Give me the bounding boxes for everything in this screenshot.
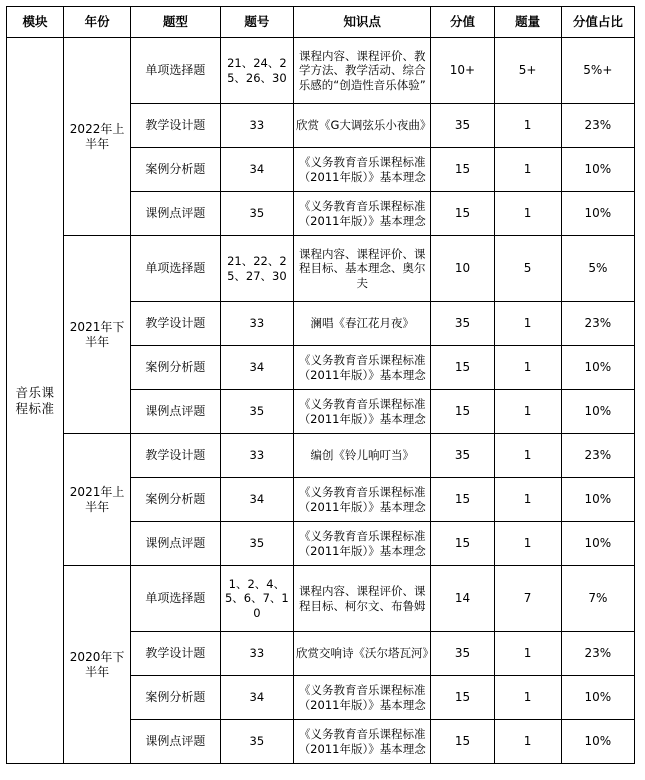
question-count-cell: 1 bbox=[494, 478, 561, 522]
question-count-cell: 1 bbox=[494, 676, 561, 720]
score-percent-cell: 10% bbox=[561, 720, 634, 764]
question-count-cell: 7 bbox=[494, 566, 561, 632]
score-cell: 10 bbox=[431, 236, 494, 302]
question-type-cell: 单项选择题 bbox=[131, 566, 221, 632]
year-cell: 2020年下半年 bbox=[63, 566, 130, 764]
score-percent-cell: 10% bbox=[561, 148, 634, 192]
column-header-7: 分值占比 bbox=[561, 7, 634, 38]
question-count-cell: 1 bbox=[494, 720, 561, 764]
score-cell: 15 bbox=[431, 676, 494, 720]
exam-outline-table bbox=[6, 6, 635, 764]
question-count-cell: 1 bbox=[494, 390, 561, 434]
question-count-cell: 1 bbox=[494, 632, 561, 676]
score-cell: 10+ bbox=[431, 38, 494, 104]
knowledge-point-cell: 澜唱《春江花月夜》 bbox=[294, 302, 431, 346]
question-type-cell: 教学设计题 bbox=[131, 632, 221, 676]
score-cell: 15 bbox=[431, 522, 494, 566]
question-type-cell: 案例分析题 bbox=[131, 676, 221, 720]
knowledge-point-cell: 欣赏《G大调弦乐小夜曲》 bbox=[294, 104, 431, 148]
question-type-cell: 案例分析题 bbox=[131, 346, 221, 390]
question-number-cell: 35 bbox=[220, 720, 293, 764]
score-percent-cell: 10% bbox=[561, 522, 634, 566]
score-cell: 15 bbox=[431, 478, 494, 522]
score-cell: 14 bbox=[431, 566, 494, 632]
score-cell: 35 bbox=[431, 434, 494, 478]
knowledge-point-cell: 《义务教育音乐课程标准（2011年版）》基本理念 bbox=[294, 522, 431, 566]
question-type-cell: 课例点评题 bbox=[131, 720, 221, 764]
question-number-cell: 34 bbox=[220, 148, 293, 192]
table-row bbox=[7, 236, 635, 302]
question-count-cell: 1 bbox=[494, 302, 561, 346]
table-row bbox=[7, 38, 635, 104]
knowledge-point-cell: 《义务教育音乐课程标准（2011年版）》基本理念 bbox=[294, 148, 431, 192]
question-number-cell: 21、22、25、27、30 bbox=[220, 236, 293, 302]
score-cell: 35 bbox=[431, 104, 494, 148]
question-number-cell: 33 bbox=[220, 632, 293, 676]
score-cell: 15 bbox=[431, 148, 494, 192]
question-number-cell: 35 bbox=[220, 192, 293, 236]
question-count-cell: 5+ bbox=[494, 38, 561, 104]
question-type-cell: 案例分析题 bbox=[131, 148, 221, 192]
score-percent-cell: 23% bbox=[561, 632, 634, 676]
knowledge-point-cell: 《义务教育音乐课程标准（2011年版）》基本理念 bbox=[294, 346, 431, 390]
knowledge-point-cell: 《义务教育音乐课程标准（2011年版）》基本理念 bbox=[294, 676, 431, 720]
question-number-cell: 34 bbox=[220, 346, 293, 390]
column-header-1: 年份 bbox=[63, 7, 130, 38]
year-cell: 2021年上半年 bbox=[63, 434, 130, 566]
knowledge-point-cell: 《义务教育音乐课程标准（2011年版）》基本理念 bbox=[294, 720, 431, 764]
score-percent-cell: 23% bbox=[561, 302, 634, 346]
knowledge-point-cell: 欣赏交响诗《沃尔塔瓦河》 bbox=[294, 632, 431, 676]
question-number-cell: 34 bbox=[220, 478, 293, 522]
question-count-cell: 1 bbox=[494, 434, 561, 478]
table-header bbox=[7, 7, 635, 38]
score-percent-cell: 10% bbox=[561, 346, 634, 390]
column-header-4: 知识点 bbox=[294, 7, 431, 38]
question-count-cell: 1 bbox=[494, 104, 561, 148]
question-type-cell: 单项选择题 bbox=[131, 236, 221, 302]
score-percent-cell: 7% bbox=[561, 566, 634, 632]
score-percent-cell: 10% bbox=[561, 478, 634, 522]
table-row bbox=[7, 434, 635, 478]
year-cell: 2021年下半年 bbox=[63, 236, 130, 434]
score-cell: 35 bbox=[431, 302, 494, 346]
question-count-cell: 1 bbox=[494, 192, 561, 236]
question-number-cell: 33 bbox=[220, 302, 293, 346]
question-count-cell: 1 bbox=[494, 148, 561, 192]
column-header-2: 题型 bbox=[131, 7, 221, 38]
score-cell: 15 bbox=[431, 390, 494, 434]
question-number-cell: 21、24、25、26、30 bbox=[220, 38, 293, 104]
question-type-cell: 案例分析题 bbox=[131, 478, 221, 522]
knowledge-point-cell: 课程内容、课程评价、课程目标、柯尔文、布鲁姆 bbox=[294, 566, 431, 632]
module-cell: 音乐课程标准 bbox=[7, 38, 64, 764]
table-body bbox=[7, 38, 635, 764]
question-type-cell: 单项选择题 bbox=[131, 38, 221, 104]
question-type-cell: 课例点评题 bbox=[131, 390, 221, 434]
question-number-cell: 35 bbox=[220, 522, 293, 566]
knowledge-point-cell: 编创《铃儿响叮当》 bbox=[294, 434, 431, 478]
knowledge-point-cell: 课程内容、课程评价、教学方法、教学活动、综合乐感的“创造性音乐体验” bbox=[294, 38, 431, 104]
question-count-cell: 5 bbox=[494, 236, 561, 302]
score-percent-cell: 5%+ bbox=[561, 38, 634, 104]
score-percent-cell: 10% bbox=[561, 192, 634, 236]
score-percent-cell: 23% bbox=[561, 434, 634, 478]
question-number-cell: 34 bbox=[220, 676, 293, 720]
column-header-3: 题号 bbox=[220, 7, 293, 38]
question-type-cell: 教学设计题 bbox=[131, 434, 221, 478]
column-header-6: 题量 bbox=[494, 7, 561, 38]
year-cell: 2022年上半年 bbox=[63, 38, 130, 236]
question-number-cell: 33 bbox=[220, 434, 293, 478]
column-header-5: 分值 bbox=[431, 7, 494, 38]
score-percent-cell: 23% bbox=[561, 104, 634, 148]
knowledge-point-cell: 《义务教育音乐课程标准（2011年版）》基本理念 bbox=[294, 478, 431, 522]
score-percent-cell: 10% bbox=[561, 390, 634, 434]
question-type-cell: 教学设计题 bbox=[131, 302, 221, 346]
column-header-0: 模块 bbox=[7, 7, 64, 38]
knowledge-point-cell: 课程内容、课程评价、课程目标、基本理念、奥尔夫 bbox=[294, 236, 431, 302]
question-number-cell: 33 bbox=[220, 104, 293, 148]
knowledge-point-cell: 《义务教育音乐课程标准（2011年版）》基本理念 bbox=[294, 192, 431, 236]
table-header-row bbox=[7, 7, 635, 38]
knowledge-point-cell: 《义务教育音乐课程标准（2011年版）》基本理念 bbox=[294, 390, 431, 434]
score-cell: 35 bbox=[431, 632, 494, 676]
question-number-cell: 35 bbox=[220, 390, 293, 434]
question-count-cell: 1 bbox=[494, 522, 561, 566]
question-type-cell: 课例点评题 bbox=[131, 522, 221, 566]
score-cell: 15 bbox=[431, 192, 494, 236]
score-cell: 15 bbox=[431, 346, 494, 390]
question-type-cell: 课例点评题 bbox=[131, 192, 221, 236]
question-type-cell: 教学设计题 bbox=[131, 104, 221, 148]
question-count-cell: 1 bbox=[494, 346, 561, 390]
score-percent-cell: 10% bbox=[561, 676, 634, 720]
table-row bbox=[7, 566, 635, 632]
score-percent-cell: 5% bbox=[561, 236, 634, 302]
question-number-cell: 1、2、4、5、6、7、10 bbox=[220, 566, 293, 632]
score-cell: 15 bbox=[431, 720, 494, 764]
